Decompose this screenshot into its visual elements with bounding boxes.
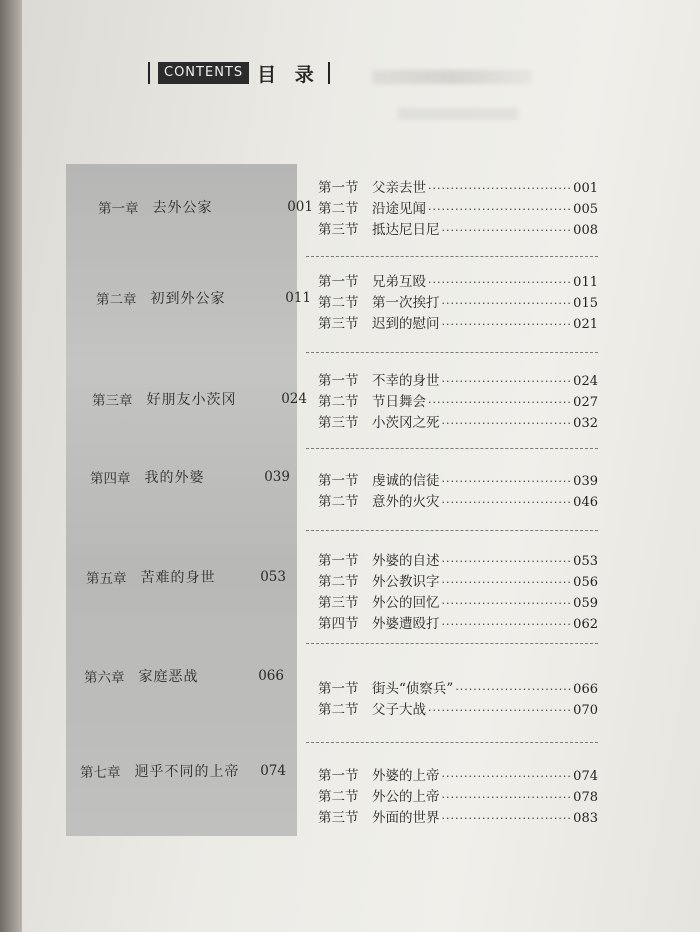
section-number: 第三节 <box>318 415 359 431</box>
section-title: 小茨冈之死 <box>372 415 440 431</box>
contents-badge: CONTENTS <box>158 62 249 84</box>
section-number: 第二节 <box>318 574 359 590</box>
chapter-entry[interactable] <box>86 567 286 587</box>
dashed-divider <box>306 742 598 743</box>
section-row[interactable] <box>318 176 598 197</box>
chapter-entry[interactable] <box>90 467 290 487</box>
section-row[interactable] <box>318 312 598 333</box>
section-number: 第二节 <box>318 702 359 718</box>
section-row[interactable] <box>318 490 598 511</box>
section-list <box>318 469 598 511</box>
section-row[interactable] <box>318 570 598 591</box>
bleed-through-text <box>398 108 518 120</box>
section-row[interactable] <box>318 469 598 490</box>
section-title: 意外的火灾 <box>372 494 440 510</box>
section-list <box>318 549 598 633</box>
section-title: 节日舞会 <box>372 394 426 410</box>
chapter-number: 第五章 <box>86 571 127 587</box>
chapter-page: 001 <box>287 199 313 215</box>
section-number: 第三节 <box>318 222 359 238</box>
section-page: 059 <box>573 596 598 611</box>
chapter-page: 024 <box>281 391 307 407</box>
header-bar-right <box>328 62 330 84</box>
dashed-divider <box>306 530 598 531</box>
section-row[interactable] <box>318 390 598 411</box>
chapter-entry[interactable] <box>98 197 313 217</box>
section-page: 083 <box>573 811 598 826</box>
leader-dots <box>442 618 574 631</box>
leader-dots <box>442 576 574 589</box>
section-row[interactable] <box>318 218 598 239</box>
contents-heading: 目 录 <box>257 63 320 86</box>
leader-dots <box>428 276 573 289</box>
chapter-number: 第三章 <box>92 393 133 409</box>
leader-dots <box>442 770 574 783</box>
section-number: 第一节 <box>318 681 359 697</box>
section-page: 024 <box>573 374 598 389</box>
leader-dots <box>442 417 574 430</box>
chapter-page: 011 <box>285 290 311 306</box>
section-row[interactable] <box>318 591 598 612</box>
chapter-number: 第七章 <box>80 765 121 781</box>
section-number: 第二节 <box>318 394 359 410</box>
leader-dots <box>428 203 573 216</box>
chapter-page: 074 <box>260 763 286 779</box>
section-title: 外公的回忆 <box>372 595 440 611</box>
section-title: 外面的世界 <box>372 810 440 826</box>
section-page: 005 <box>573 202 598 217</box>
dashed-divider <box>306 352 598 353</box>
leader-dots <box>442 555 574 568</box>
section-list <box>318 764 598 827</box>
section-page: 008 <box>573 223 598 238</box>
dashed-divider <box>306 643 598 644</box>
section-page: 039 <box>573 474 598 489</box>
chapter-page: 066 <box>258 668 284 684</box>
section-title: 外婆的上帝 <box>372 768 440 784</box>
section-page: 001 <box>573 181 598 196</box>
section-page: 074 <box>573 769 598 784</box>
section-number: 第三节 <box>318 595 359 611</box>
leader-dots <box>442 475 574 488</box>
section-title: 抵达尼日尼 <box>372 222 440 238</box>
section-title: 外婆的自述 <box>372 553 440 569</box>
leader-dots <box>442 297 574 310</box>
section-number: 第一节 <box>318 768 359 784</box>
section-title: 第一次挨打 <box>372 295 440 311</box>
leader-dots <box>428 182 573 195</box>
chapter-entry[interactable] <box>92 389 307 409</box>
section-row[interactable] <box>318 677 598 698</box>
section-row[interactable] <box>318 698 598 719</box>
contents-header <box>148 60 330 86</box>
section-page: 053 <box>573 554 598 569</box>
section-number: 第二节 <box>318 494 359 510</box>
section-title: 外公教识字 <box>372 574 440 590</box>
chapter-page: 053 <box>260 569 286 585</box>
section-number: 第一节 <box>318 473 359 489</box>
chapter-number: 第一章 <box>98 201 139 217</box>
section-title: 沿途见闻 <box>372 201 426 217</box>
section-page: 032 <box>573 416 598 431</box>
chapter-number: 第四章 <box>90 471 131 487</box>
leader-dots <box>442 597 574 610</box>
section-row[interactable] <box>318 549 598 570</box>
section-list <box>318 677 598 719</box>
section-page: 046 <box>573 495 598 510</box>
section-number: 第一节 <box>318 274 359 290</box>
section-page: 070 <box>573 703 598 718</box>
section-title: 迟到的慰问 <box>372 316 440 332</box>
chapter-number: 第二章 <box>96 292 137 308</box>
section-page: 021 <box>573 317 598 332</box>
chapter-title: 家庭恶战 <box>138 669 199 685</box>
section-title: 父亲去世 <box>372 180 426 196</box>
bleed-through-text <box>372 70 532 84</box>
leader-dots <box>442 496 574 509</box>
chapter-page: 039 <box>264 469 290 485</box>
section-list <box>318 369 598 432</box>
chapter-title: 迥乎不同的上帝 <box>134 764 240 780</box>
section-number: 第三节 <box>318 810 359 826</box>
chapter-entry[interactable] <box>96 288 311 308</box>
section-row[interactable] <box>318 806 598 827</box>
leader-dots <box>442 224 574 237</box>
section-title: 外婆遭殴打 <box>372 616 440 632</box>
chapter-title: 去外公家 <box>152 200 213 216</box>
section-page: 011 <box>573 275 598 290</box>
leader-dots <box>428 704 573 717</box>
chapter-title: 好朋友小茨冈 <box>146 392 237 408</box>
section-number: 第四节 <box>318 616 359 632</box>
section-row[interactable] <box>318 785 598 806</box>
leader-dots <box>442 318 574 331</box>
section-title: 街头“侦察兵” <box>372 681 454 697</box>
section-number: 第二节 <box>318 295 359 311</box>
leader-dots <box>455 683 573 696</box>
section-number: 第一节 <box>318 180 359 196</box>
header-bar-left <box>148 62 150 84</box>
chapter-number: 第六章 <box>84 670 125 686</box>
section-page: 027 <box>573 395 598 410</box>
section-list <box>318 176 598 239</box>
section-row[interactable] <box>318 197 598 218</box>
section-page: 062 <box>573 617 598 632</box>
chapter-entry[interactable] <box>84 666 284 686</box>
section-title: 外公的上帝 <box>372 789 440 805</box>
section-title: 虔诚的信徒 <box>372 473 440 489</box>
chapter-title: 我的外婆 <box>144 470 205 486</box>
section-list <box>318 270 598 333</box>
section-page: 066 <box>573 682 598 697</box>
section-number: 第一节 <box>318 553 359 569</box>
section-title: 兄弟互殴 <box>372 274 426 290</box>
section-number: 第二节 <box>318 789 359 805</box>
leader-dots <box>442 791 574 804</box>
section-page: 015 <box>573 296 598 311</box>
section-row[interactable] <box>318 270 598 291</box>
section-title: 不幸的身世 <box>372 373 440 389</box>
dashed-divider <box>306 448 598 449</box>
dashed-divider <box>306 256 598 257</box>
section-row[interactable] <box>318 764 598 785</box>
section-page: 078 <box>573 790 598 805</box>
page-binding-shadow <box>0 0 22 932</box>
section-number: 第一节 <box>318 373 359 389</box>
chapter-entry[interactable] <box>80 761 286 781</box>
section-number: 第二节 <box>318 201 359 217</box>
section-row[interactable] <box>318 291 598 312</box>
chapter-title: 初到外公家 <box>150 291 226 307</box>
leader-dots <box>442 812 574 825</box>
section-row[interactable] <box>318 369 598 390</box>
section-title: 父子大战 <box>372 702 426 718</box>
leader-dots <box>442 375 574 388</box>
section-number: 第三节 <box>318 316 359 332</box>
leader-dots <box>428 396 573 409</box>
section-row[interactable] <box>318 612 598 633</box>
chapter-title: 苦难的身世 <box>140 570 216 586</box>
section-row[interactable] <box>318 411 598 432</box>
section-page: 056 <box>573 575 598 590</box>
chapter-panel <box>66 164 297 836</box>
